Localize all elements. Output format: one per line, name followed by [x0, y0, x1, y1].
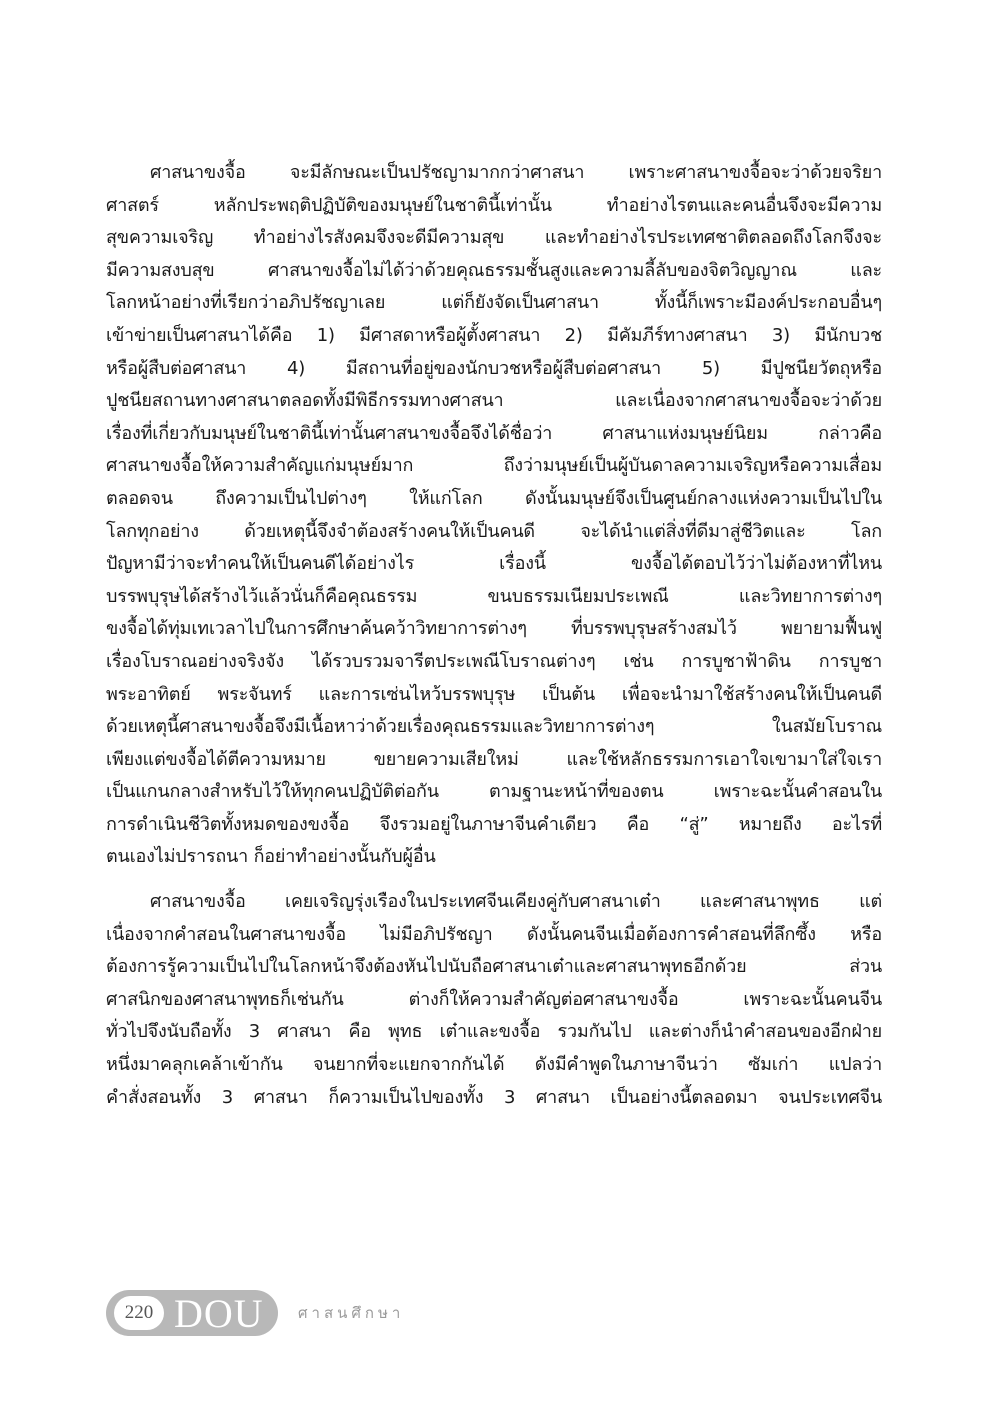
text-line: เป็นแกนกลางสำหรับไว้ให้ทุกคนปฏิบัติต่อกัน ตามฐานะหน้าที่ของตน เพราะฉะนั้นคำสอนใน	[106, 781, 882, 803]
text-line: ปัญหามีว่าจะทำคนให้เป็นคนดีได้อย่างไร เรื่องนี้ ขงจื้อได้ตอบไว้ว่าไม่ต้องหาที่ไหน	[106, 553, 882, 575]
page-number: 220	[114, 1296, 164, 1330]
text-line: ขงจื้อได้ทุ่มเทเวลาไปในการศึกษาค้นคว้าวิทยาการต่างๆ ที่บรรพบุรุษสร้างสมไว้ พยายามฟื้นฟู	[106, 618, 882, 640]
text-line: พระอาทิตย์ พระจันทร์ และการเซ่นไหว้บรรพบุรุษ เป็นต้น เพื่อจะนำมาใช้สร้างคนให้เป็นคนดี	[106, 683, 882, 705]
text-line: คำสั่งสอนทั้ง 3 ศาสนา ก็ความเป็นไปของทั้ง 3 ศาสนา เป็นอย่างนี้ตลอดมา จนประเทศจีน	[106, 1086, 882, 1108]
text-line: ปูชนียสถานทางศาสนาตลอดทั้งมีพิธีกรรมทางศาสนา และเนื่องจากศาสนาขงจื้อจะว่าด้วย	[106, 390, 882, 412]
text-line: ศาสนิกของศาสนาพุทธก็เช่นกัน ต่างก็ให้ความสำคัญต่อศาสนาขงจื้อ เพราะฉะนั้นคนจีน	[106, 988, 882, 1010]
text-line: หรือผู้สืบต่อศาสนา 4) มีสถานที่อยู่ของนักบวชหรือผู้สืบต่อศาสนา 5) มีปูชนียวัตถุหรือ	[106, 357, 882, 379]
paragraph-1	[106, 157, 882, 874]
text-line: บรรพบุรุษได้สร้างไว้แล้วนั่นก็คือคุณธรรม ขนบธรรมเนียมประเพณี และวิทยาการต่างๆ	[106, 585, 882, 607]
dou-logo: DOU	[174, 1290, 264, 1336]
text-line: การดำเนินชีวิตทั้งหมดของขงจื้อ จึงรวมอยู่ในภาษาจีนคำเดียว คือ “สู่” หมายถึง อะไรที่	[106, 813, 882, 835]
text-line: เนื่องจากคำสอนในศาสนาขงจื้อ ไม่มีอภิปรัชญา ดังนั้นคนจีนเมื่อต้องการคำสอนที่ลึกซึ้ง หรือ	[106, 923, 882, 945]
text-line: ตลอดจน ถึงความเป็นไปต่างๆ ให้แก่โลก ดังนั้นมนุษย์จึงเป็นศูนย์กลางแห่งความเป็นไปใน	[106, 487, 882, 509]
text-line: โลกทุกอย่าง ด้วยเหตุนี้จึงจำต้องสร้างคนให้เป็นคนดี จะได้นำแต่สิ่งที่ดีมาสู่ชีวิตและ โลก	[106, 520, 882, 542]
page-body	[106, 157, 882, 1114]
course-title: ศาสนศึกษา	[298, 1304, 405, 1322]
text-line: ศาสตร์ หลักประพฤติปฏิบัติของมนุษย์ในชาตินี้เท่านั้น ทำอย่างไรตนและคนอื่นจึงจะมีความ	[106, 194, 882, 216]
text-line: ด้วยเหตุนี้ศาสนาขงจื้อจึงมีเนื้อหาว่าด้วยเรื่องคุณธรรมและวิทยาการต่างๆ ในสมัยโบราณ	[106, 716, 882, 738]
paragraph-2	[106, 886, 882, 1114]
page-footer	[106, 1288, 404, 1338]
text-line: ทั่วไปจึงนับถือทั้ง 3 ศาสนา คือ พุทธ เต๋าและขงจื้อ รวมกันไป และต่างก็นำคำสอนของอีกฝ่าย	[106, 1021, 882, 1043]
text-line: ตนเองไม่ปรารถนา ก็อย่าทำอย่างนั้นกับผู้อื่น	[106, 846, 436, 868]
text-line: เรื่องที่เกี่ยวกับมนุษย์ในชาตินี้เท่านั้นศาสนาขงจื้อจึงได้ชื่อว่า ศาสนาแห่งมนุษย์นิยม กล่าวคือ	[106, 422, 882, 444]
text-line: โลกหน้าอย่างที่เรียกว่าอภิปรัชญาเลย แต่ก็ยังจัดเป็นศาสนา ทั้งนี้ก็เพราะมีองค์ประกอบอื่นๆ	[106, 292, 882, 314]
text-line: สุขความเจริญ ทำอย่างไรสังคมจึงจะดีมีความสุข และทำอย่างไรประเทศชาติตลอดถึงโลกจึงจะ	[106, 227, 882, 249]
text-line: เข้าข่ายเป็นศาสนาได้คือ 1) มีศาสดาหรือผู้ตั้งศาสนา 2) มีคัมภีร์ทางศาสนา 3) มีนักบวช	[106, 324, 882, 346]
text-line: มีความสงบสุข ศาสนาขงจื้อไม่ได้ว่าด้วยคุณธรรมชั้นสูงและความลี้ลับของจิตวิญญาณ และ	[106, 259, 882, 281]
text-line: ศาสนาขงจื้อ จะมีลักษณะเป็นปรัชญามากกว่าศาสนา เพราะศาสนาขงจื้อจะว่าด้วยจริยา	[150, 162, 882, 183]
text-line: ต้องการรู้ความเป็นไปในโลกหน้าจึงต้องหันไปนับถือศาสนาเต๋าและศาสนาพุทธอีกด้วย ส่วน	[106, 956, 882, 978]
text-line: เรื่องโบราณอย่างจริงจัง ได้รวบรวมจารีตประเพณีโบราณต่างๆ เช่น การบูชาฟ้าดิน การบูชา	[106, 650, 882, 672]
text-line: ศาสนาขงจื้อให้ความสำคัญแก่มนุษย์มาก ถึงว่ามนุษย์เป็นผู้บันดาลความเจริญหรือความเสื่อม	[106, 455, 882, 477]
text-line: หนึ่งมาคลุกเคล้าเข้ากัน จนยากที่จะแยกจากกันได้ ดังมีคำพูดในภาษาจีนว่า ซัมเก่า แปลว่า	[106, 1054, 882, 1076]
text-line: ศาสนาขงจื้อ เคยเจริญรุ่งเรืองในประเทศจีนเคียงคู่กับศาสนาเต๋า และศาสนาพุทธ แต่	[150, 891, 882, 913]
dou-badge	[106, 1290, 278, 1336]
text-line: เพียงแต่ขงจื้อได้ตีความหมาย ขยายความเสียใหม่ และใช้หลักธรรมการเอาใจเขามาใส่ใจเรา	[106, 748, 882, 770]
